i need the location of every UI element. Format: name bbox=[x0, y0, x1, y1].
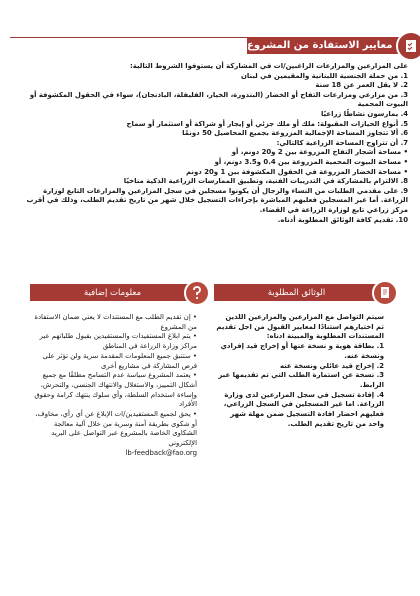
criteria-item: 3. من مزارعي ومزارعات التفاح أو الخضار (البندورة، الخيار، الفليفلة، الباذنجان)، سواء في الحقول المكشوفة أو البيوت المحمية bbox=[29, 90, 408, 109]
criteria-subitem: • مساحة أشجار التفاح المزروعة بين 2 و20 دونم، أو bbox=[231, 148, 408, 157]
criteria-section bbox=[14, 62, 408, 225]
flyer-page bbox=[2, 2, 418, 594]
document-item: 4. إفادة تسجيل في سجل المزارعين لدى وزارة الزراعة. اما غير المسجلين في السجل الزراعي، فعليهم احضار افادة التسجيل ضمن مهلة شهر واحد من تاريخ تقديم الطلب. bbox=[223, 390, 384, 428]
document-item: 3. نسخة عن استمارة الطلب التي تم تقديمها عبر الرابط. bbox=[218, 371, 384, 389]
criteria-item: 10. تقديم كافة الوثائق المطلوبة أدناه. bbox=[277, 215, 408, 224]
criteria-item: 7. أن تتراوح المساحة الزراعية كالتالي: bbox=[276, 138, 408, 147]
documents-title: الوثائق المطلوبة bbox=[267, 287, 326, 298]
info-item: • ستتبق جميع المعلومات المقدمة سرية ولن تؤثر على فرص المشاركة في مشاريع أخرى bbox=[42, 351, 197, 370]
criteria-subitem: • مساحة الخضار المزروعة في الحقول المكشوفة بين 1 و20 دونم bbox=[185, 167, 408, 176]
documents-header bbox=[214, 284, 379, 301]
document-icon bbox=[372, 280, 398, 306]
info-item: • يحق لجميع المستفيدين/ات الإبلاغ عن أي رأي، مخاوف، أو شكوى بطريقة آمنة وسرية من خلال آلية معالجة الشكاوى الخاصة بالمشروع عبر التواصل على البريد الإلكتروني bbox=[35, 410, 197, 448]
info-section bbox=[32, 313, 197, 459]
documents-section bbox=[216, 313, 384, 429]
criteria-subitem: • مساحة البيوت المحمية المزروعة بين 0.4 و3.5 دونم، أو bbox=[214, 157, 408, 166]
documents-lead: سيتم التواصل مع المزارعين والمزارعين اللذين تم اختيارهم استنادًا لمعايير القبول من اجل تقديم المستندات المطلوبة والمبينة ادناه: bbox=[216, 313, 384, 341]
criteria-item: 2. لا يقل العمر عن 18 سنة bbox=[315, 81, 408, 90]
criteria-item: 6. ألا تتجاوز المساحة الإجمالية المزروعة بجميع المحاصيل 50 دونمًا bbox=[182, 129, 408, 138]
criteria-item: 5. أنواع الحيازات المقبولة: ملك أو ملك جزئي أو إيجار أو شراكة أو استثمار أو سماح bbox=[126, 119, 408, 128]
page-title: معايير الاستفادة من المشروع bbox=[247, 40, 393, 51]
criteria-item: 4. يمارسون نشاطًا زراعيًا bbox=[320, 109, 408, 118]
feedback-email-link[interactable]: lb-feedback@fao.org bbox=[125, 448, 197, 457]
criteria-lead: على المزارعين والمزارعات الراغبين/ات في المشاركة أن يستوفوا الشروط التالية: bbox=[130, 62, 408, 70]
criteria-item: 1. من حملة الجنسية اللبنانية والمقيمين في لبنان bbox=[241, 71, 408, 80]
info-header bbox=[30, 284, 195, 301]
info-item: • يعتمد المشروع سياسة عدم التسامح مطلقًا مع جميع أشكال التمييز، والاستغلال والانتهاك الجنسي، والتحرش، وإساءة استخدام السلطة، وأي سلوك ينتهك كرامة وحقوق الأفراد bbox=[34, 371, 197, 409]
info-title: معلومات إضافية bbox=[83, 287, 142, 298]
criteria-item: 8. الالتزام بالمشاركة في التدريبات الفنية، وتطبيق الممارسات الزراعية الذكية مناخيًا bbox=[123, 177, 408, 186]
info-item: • إن تقديم الطلب مع المستندات لا يعني ضمان الاستفادة من المشروع bbox=[34, 313, 197, 331]
document-item: 1. بطاقة هوية و نسخة عنها أو إخراج قيد إفرادي ونسخة عنه. bbox=[220, 342, 384, 360]
header-banner bbox=[247, 37, 410, 54]
criteria-item: 9. على مقدمي الطلبات من النساء والرجال أن يكونوا مسجلين في سجل المزارعين والمزارعات التابع لوزارة الزراعة. أما غير المسجلين فعليهم المباشرة بإجراءات التسجيل خلال شهر من تاريخ تقديم الطلب، وذلك في أقرب مركز زراعي تابع لوزارة الزراعة في القضاء. bbox=[26, 186, 408, 214]
question-mark-icon bbox=[184, 280, 210, 306]
checklist-icon bbox=[396, 31, 420, 61]
document-item: 2. إخراج قيد عائلي ونسخة عنه bbox=[279, 361, 384, 370]
info-item: • يتم ابلاغ المستفيدات والمستفيدين بقبول طلباتهم عبر مراكز وزارة الزراعة في المناطق bbox=[39, 332, 197, 351]
